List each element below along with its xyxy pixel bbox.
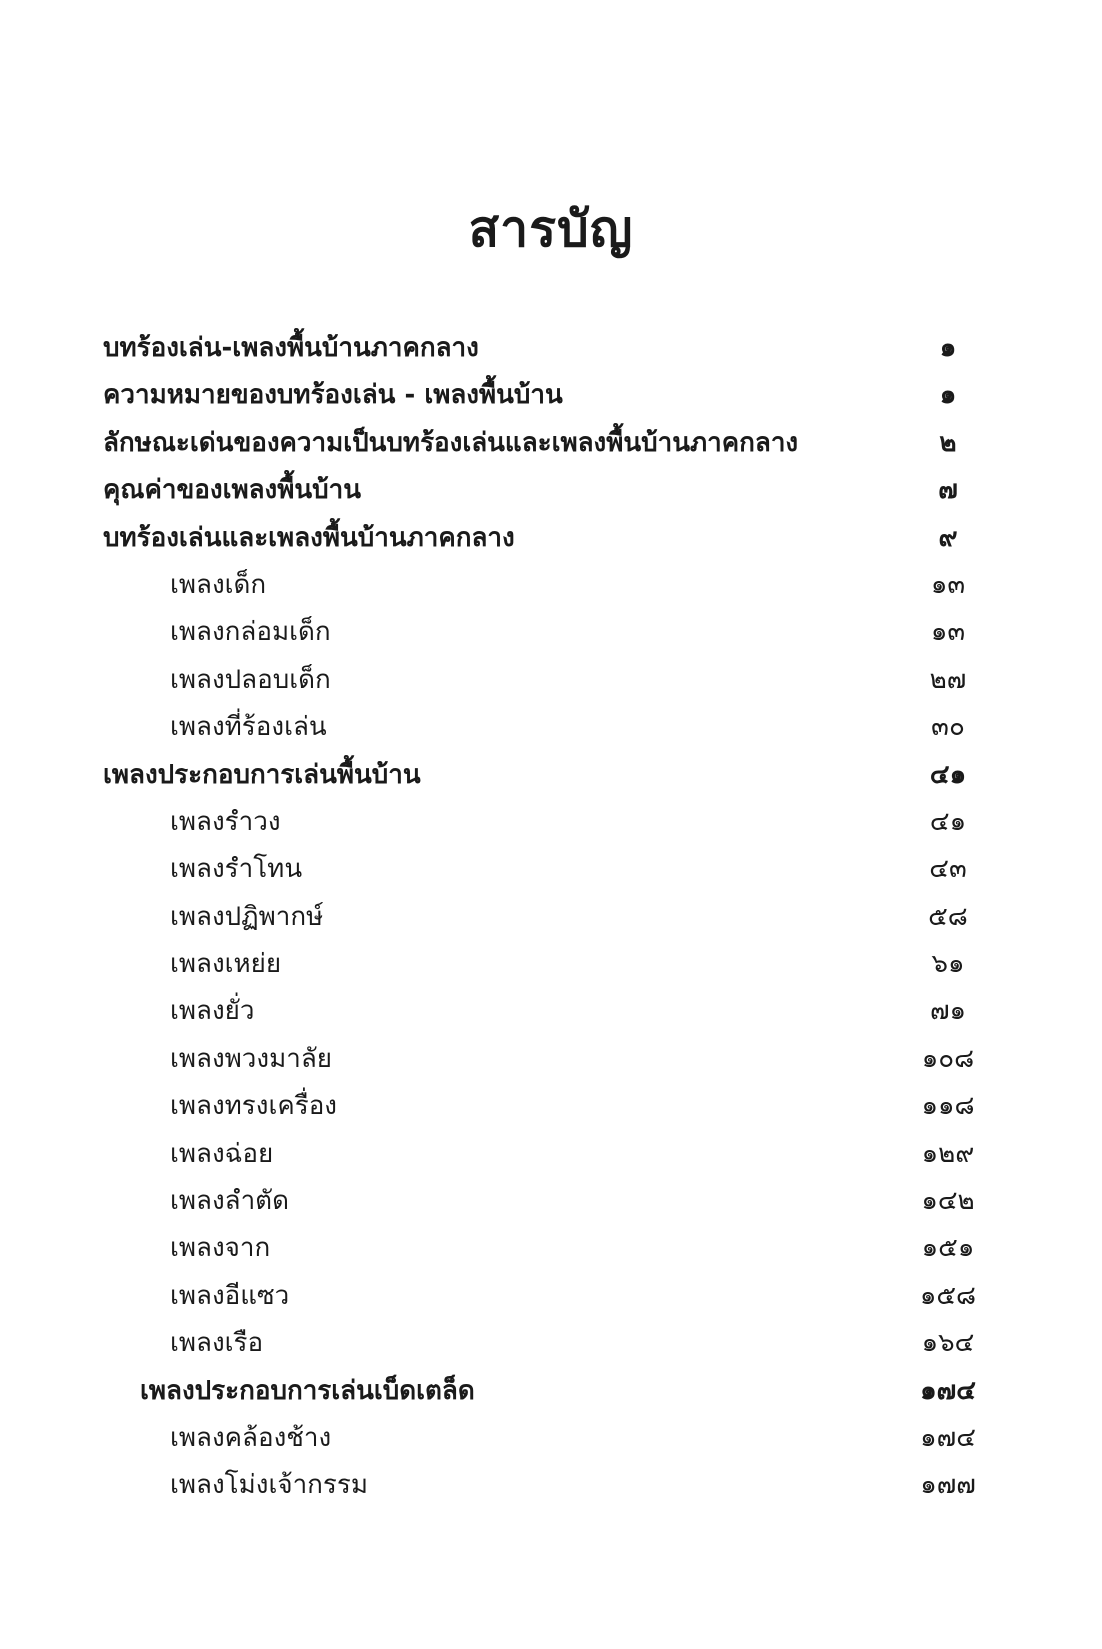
toc-entry (0, 1178, 1102, 1225)
toc-entry-page-number: ๑๑๘ (921, 1091, 975, 1122)
toc-entry-label: เพลงเรือ (170, 1328, 264, 1359)
toc-entry (0, 372, 1102, 419)
toc-entry-label: เพลงพวงมาลัย (170, 1043, 332, 1074)
toc-entry (0, 1320, 1102, 1367)
toc-entry-page-number: ๑ (939, 333, 957, 363)
toc-entry (0, 1083, 1102, 1130)
toc-entry (0, 1415, 1102, 1462)
toc-entry (0, 609, 1102, 656)
toc-entry (0, 562, 1102, 609)
toc-entry-label: เพลงฉ่อย (170, 1138, 274, 1169)
toc-entry-page-number: ๒๗ (929, 664, 967, 695)
toc-entry (0, 1273, 1102, 1320)
toc-entry-label: เพลงรำโทน (170, 854, 303, 885)
toc-entry-label: เพลงคล้องช้าง (170, 1422, 332, 1453)
toc-entry-page-number: ๔๑ (929, 806, 967, 837)
toc-entry-page-number: ๒ (939, 427, 957, 458)
page-title: สารบัญ (468, 200, 634, 258)
toc-entry-page-number: ๑๗๔ (920, 1375, 976, 1406)
toc-entry-page-number: ๕๘ (928, 901, 968, 932)
toc-entry-page-number: ๔๓ (929, 854, 967, 885)
toc-entry-page-number: ๔๑ (929, 759, 967, 790)
toc-entry-page-number: ๑๗๗ (920, 1470, 976, 1501)
toc-entry-label: เพลงปฏิพากษ์ (170, 901, 324, 932)
toc-entry-page-number: ๓๐ (931, 712, 965, 743)
toc-entry (0, 515, 1102, 562)
toc-entry-label: เพลงลำตัด (170, 1186, 289, 1217)
toc-entry-page-number: ๗ (938, 475, 958, 506)
toc-entry (0, 1131, 1102, 1178)
toc-entry-label: เพลงประกอบการเล่นพื้นบ้าน (103, 759, 421, 790)
toc-entry-page-number: ๑ (939, 380, 957, 411)
toc-entry (0, 1036, 1102, 1083)
toc-entry (0, 752, 1102, 799)
toc-entry (0, 467, 1102, 514)
toc-entry-page-number: ๑๖๔ (921, 1328, 975, 1359)
toc-entry-label: เพลงปลอบเด็ก (170, 664, 331, 695)
toc-entry-page-number: ๖๑ (931, 949, 965, 980)
toc-entry-label: คุณค่าของเพลงพื้นบ้าน (103, 475, 362, 506)
toc-entry (0, 799, 1102, 846)
toc-entry-label: เพลงยั่ว (170, 996, 255, 1027)
toc-entry-page-number: ๑๕๑ (921, 1233, 975, 1264)
toc-entry (0, 704, 1102, 751)
toc-entry (0, 894, 1102, 941)
toc-entry (0, 846, 1102, 893)
toc-entry-page-number: ๑๔๒ (921, 1186, 975, 1217)
toc-entry-label: เพลงเด็ก (170, 569, 267, 600)
toc-entry-page-number: ๑๐๘ (921, 1043, 975, 1074)
toc-entry (0, 1225, 1102, 1272)
toc-entry (0, 988, 1102, 1035)
toc-entry-page-number: ๗๑ (929, 996, 967, 1027)
toc-entry-label: เพลงเหย่ย (170, 949, 282, 980)
toc-entry-page-number: ๑๓ (930, 569, 966, 600)
toc-entry-page-number: ๑๒๙ (921, 1138, 975, 1169)
toc-entry-page-number: ๑๓ (930, 617, 966, 648)
toc-entry-label: เพลงโม่งเจ้ากรรม (170, 1470, 368, 1501)
toc-entry-label: เพลงทรงเครื่อง (170, 1091, 338, 1122)
toc-entry (0, 941, 1102, 988)
toc-entry-label: เพลงจาก (170, 1233, 271, 1264)
toc-entry-label: ความหมายของบทร้องเล่น - เพลงพื้นบ้าน (103, 380, 563, 411)
toc-entry-label: เพลงรำวง (170, 806, 281, 837)
toc-entry (0, 1368, 1102, 1415)
toc-entry-page-number: ๑๗๔ (920, 1422, 976, 1453)
toc-entry-label: บทร้องเล่นและเพลงพื้นบ้านภาคกลาง (103, 522, 515, 553)
toc-entry (0, 1462, 1102, 1509)
toc-entry-page-number: ๑๕๘ (919, 1280, 977, 1311)
toc-entry-label: บทร้องเล่น-เพลงพื้นบ้านภาคกลาง (103, 333, 479, 363)
toc-entry-label: เพลงประกอบการเล่นเบ็ดเตล็ด (140, 1375, 475, 1406)
toc-entry-label: ลักษณะเด่นของความเป็นบทร้องเล่นและเพลงพื้นบ้านภาคกลาง (103, 427, 799, 458)
toc-entry-label: เพลงที่ร้องเล่น (170, 712, 327, 743)
toc-entry-label: เพลงอีแซว (170, 1280, 290, 1311)
toc-entry-page-number: ๙ (938, 522, 958, 553)
toc-entry-label: เพลงกล่อมเด็ก (170, 617, 331, 648)
table-of-contents (0, 325, 1102, 1510)
toc-entry (0, 420, 1102, 467)
toc-entry (0, 325, 1102, 372)
toc-entry (0, 657, 1102, 704)
